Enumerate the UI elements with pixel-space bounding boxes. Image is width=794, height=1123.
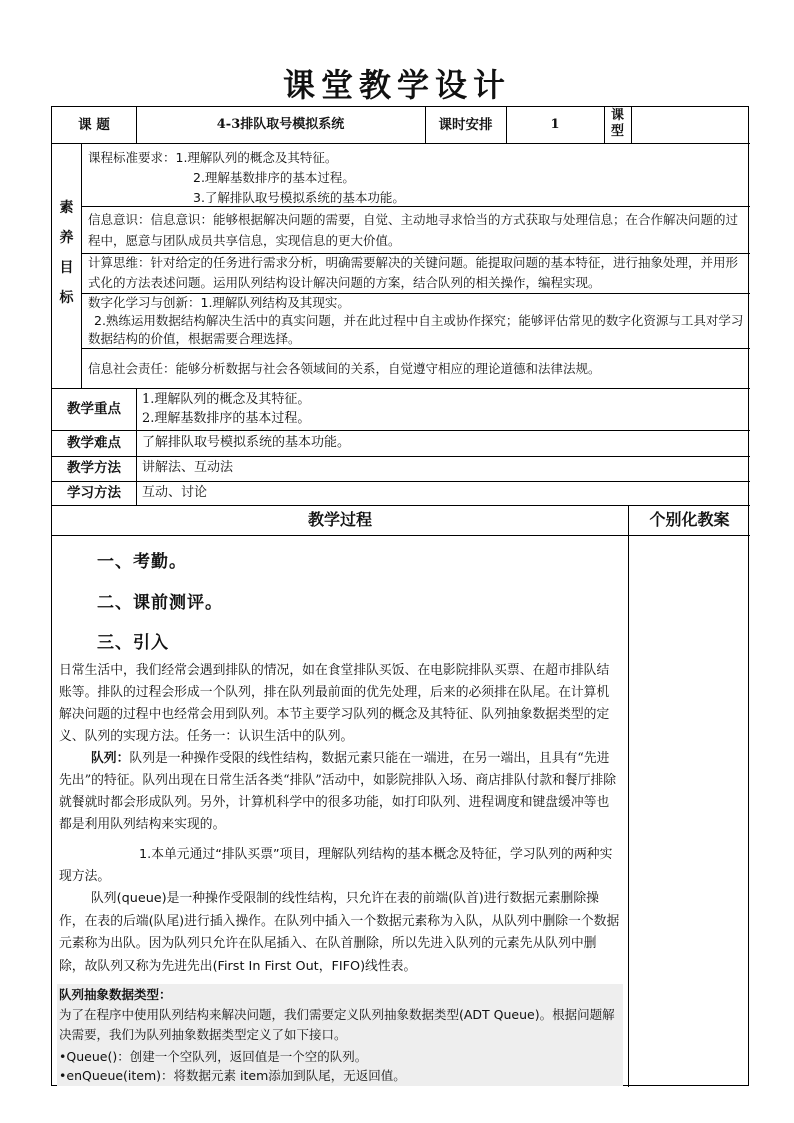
adt-title: 队列抽象数据类型：	[59, 987, 172, 1002]
section-attendance: 一、考勤。	[97, 552, 187, 572]
col-divider	[628, 505, 629, 1087]
key-points-line-2: 2.理解基数排序的基本过程。	[142, 411, 311, 426]
digital-learning-line-2: 2.熟练运用数据结构解决生活中的真实问题，并在此过程中自主或协作探究；能够评估常见的数字化资源与工具对学习数据结构的价值，根据需要合理选择。	[88, 313, 744, 346]
schedule-value: 1	[550, 117, 560, 132]
social-responsibility: 信息社会责任：能够分析数据与社会各领域间的关系，自觉遵守相应的理论道德和法律法规。	[88, 361, 601, 376]
curriculum-line-1: 课程标准要求：1.理解队列的概念及其特征。	[88, 150, 338, 165]
row-divider	[52, 481, 750, 482]
row-divider	[52, 535, 750, 536]
row-divider	[52, 143, 750, 144]
page-title: 课堂教学设计	[282, 66, 511, 104]
col-divider	[136, 388, 137, 505]
schedule-label: 课时安排	[438, 117, 493, 133]
intro-paragraph: 日常生活中，我们经常会遇到排队的情况，如在食堂排队买饭、在电影院排队买票、在超市排队结账等。排队的过程会形成一个队列，排在队列最前面的优先处理，后来的必须排在队尾。在计算机解决问题的过程中也经常会用到队列。本节主要学习队列的概念及其特征、队列抽象数据类型的定义、队列的实现方法。任务一：认识生活中的队列。	[59, 663, 610, 744]
learning-method-value: 互动、讨论	[142, 485, 208, 500]
topic-label: 课 题	[78, 117, 110, 133]
digital-learning-line-1: 数字化学习与创新：1.理解队列结构及其现实。	[88, 295, 350, 310]
col-divider	[81, 143, 82, 388]
row-divider	[81, 348, 750, 349]
literacy-label-char: 目	[59, 260, 74, 276]
col-divider	[604, 107, 605, 143]
unit-goal-paragraph: 1.本单元通过“排队买票”项目，理解队列结构的基本概念及特征，学习队列的两种实现方法。	[59, 847, 613, 884]
literacy-label	[52, 193, 81, 313]
curriculum-line-3: 3.了解排队取号模拟系统的基本功能。	[193, 190, 405, 205]
literacy-label-char: 养	[59, 230, 74, 246]
queue-detail-paragraph: 队列(queue)是一种操作受限制的线性结构，只允许在表的前端(队首)进行数据元素删除操作，在表的后端(队尾)进行插入操作。在队列中插入一个数据元素称为入队，从队列中删除一个数据元素称为出队。因为队列只允许在队尾插入、在队首删除，所以先进入队列的元素先从队列中删除，故队列又称为先进先出(First In First Out，FIFO)线性表。	[59, 891, 620, 974]
topic-value: 4-3排队取号模拟系统	[216, 117, 345, 132]
literacy-label-char: 标	[59, 290, 74, 306]
col-divider	[631, 107, 632, 143]
key-points-line-1: 1.理解队列的概念及其特征。	[142, 392, 311, 407]
section-pretest: 二、课前测评。	[97, 593, 223, 613]
learning-method-label: 学习方法	[67, 485, 121, 501]
type-label: 课型	[611, 108, 625, 139]
information-awareness: 信息意识：信息意识：能够根据解决问题的需要，自觉、主动地寻求恰当的方式获取与处理信息；在合作解决问题的过程中，愿意与团队成员共享信息，实现信息的更大价值。	[88, 212, 739, 248]
adt-text: 为了在程序中使用队列结构来解决问题，我们需要定义队列抽象数据类型(ADT Queue)。根据问题解决需要，我们为队列抽象数据类型定义了如下接口。	[59, 1007, 615, 1042]
queue-definition-paragraph	[59, 748, 621, 836]
adt-bullet-queue: •Queue()：创建一个空队列，返回值是一个空的队列。	[59, 1049, 368, 1064]
teaching-method-value: 讲解法、互动法	[142, 460, 234, 475]
individualized-plan-header: 个别化教案	[649, 510, 730, 529]
lesson-plan-table	[51, 106, 749, 1086]
curriculum-line-2: 2.理解基数排序的基本过程。	[193, 170, 355, 185]
section-introduction: 三、引入	[97, 633, 169, 653]
row-divider	[52, 430, 750, 431]
literacy-label-char: 素	[59, 200, 74, 216]
row-divider	[52, 388, 750, 389]
adt-bullet-enqueue: •enQueue(item)：将数据元素 item添加到队尾，无返回值。	[59, 1068, 406, 1083]
difficulty-value: 了解排队取号模拟系统的基本功能。	[142, 435, 351, 450]
teaching-method-label: 教学方法	[67, 460, 121, 476]
key-points-label: 教学重点	[67, 401, 121, 417]
computational-thinking: 计算思维：针对给定的任务进行需求分析，明确需要解决的关键问题。能提取问题的基本特征，进行抽象处理，并用形式化的方法表述问题。运用队列结构设计解决问题的方案，结合队列的相关操作，编程实现。	[88, 255, 739, 290]
process-header: 教学过程	[307, 510, 372, 529]
queue-definition-text: 队列是一种操作受限的线性结构，数据元素只能在一端进，在另一端出，且具有“先进先出”的特征。队列出现在日常生活各类“排队”活动中，如影院排队入场、商店排队付款和餐厅排除就餐就时都会形成队列。另外，计算机科学中的很多功能，如打印队列、进程调度和键盘缓冲等也都是利用队列结构来实现的。	[59, 751, 617, 832]
row-divider	[52, 456, 750, 457]
row-divider	[52, 505, 750, 506]
queue-term: 队列：	[91, 751, 130, 766]
difficulty-label: 教学难点	[67, 435, 121, 451]
